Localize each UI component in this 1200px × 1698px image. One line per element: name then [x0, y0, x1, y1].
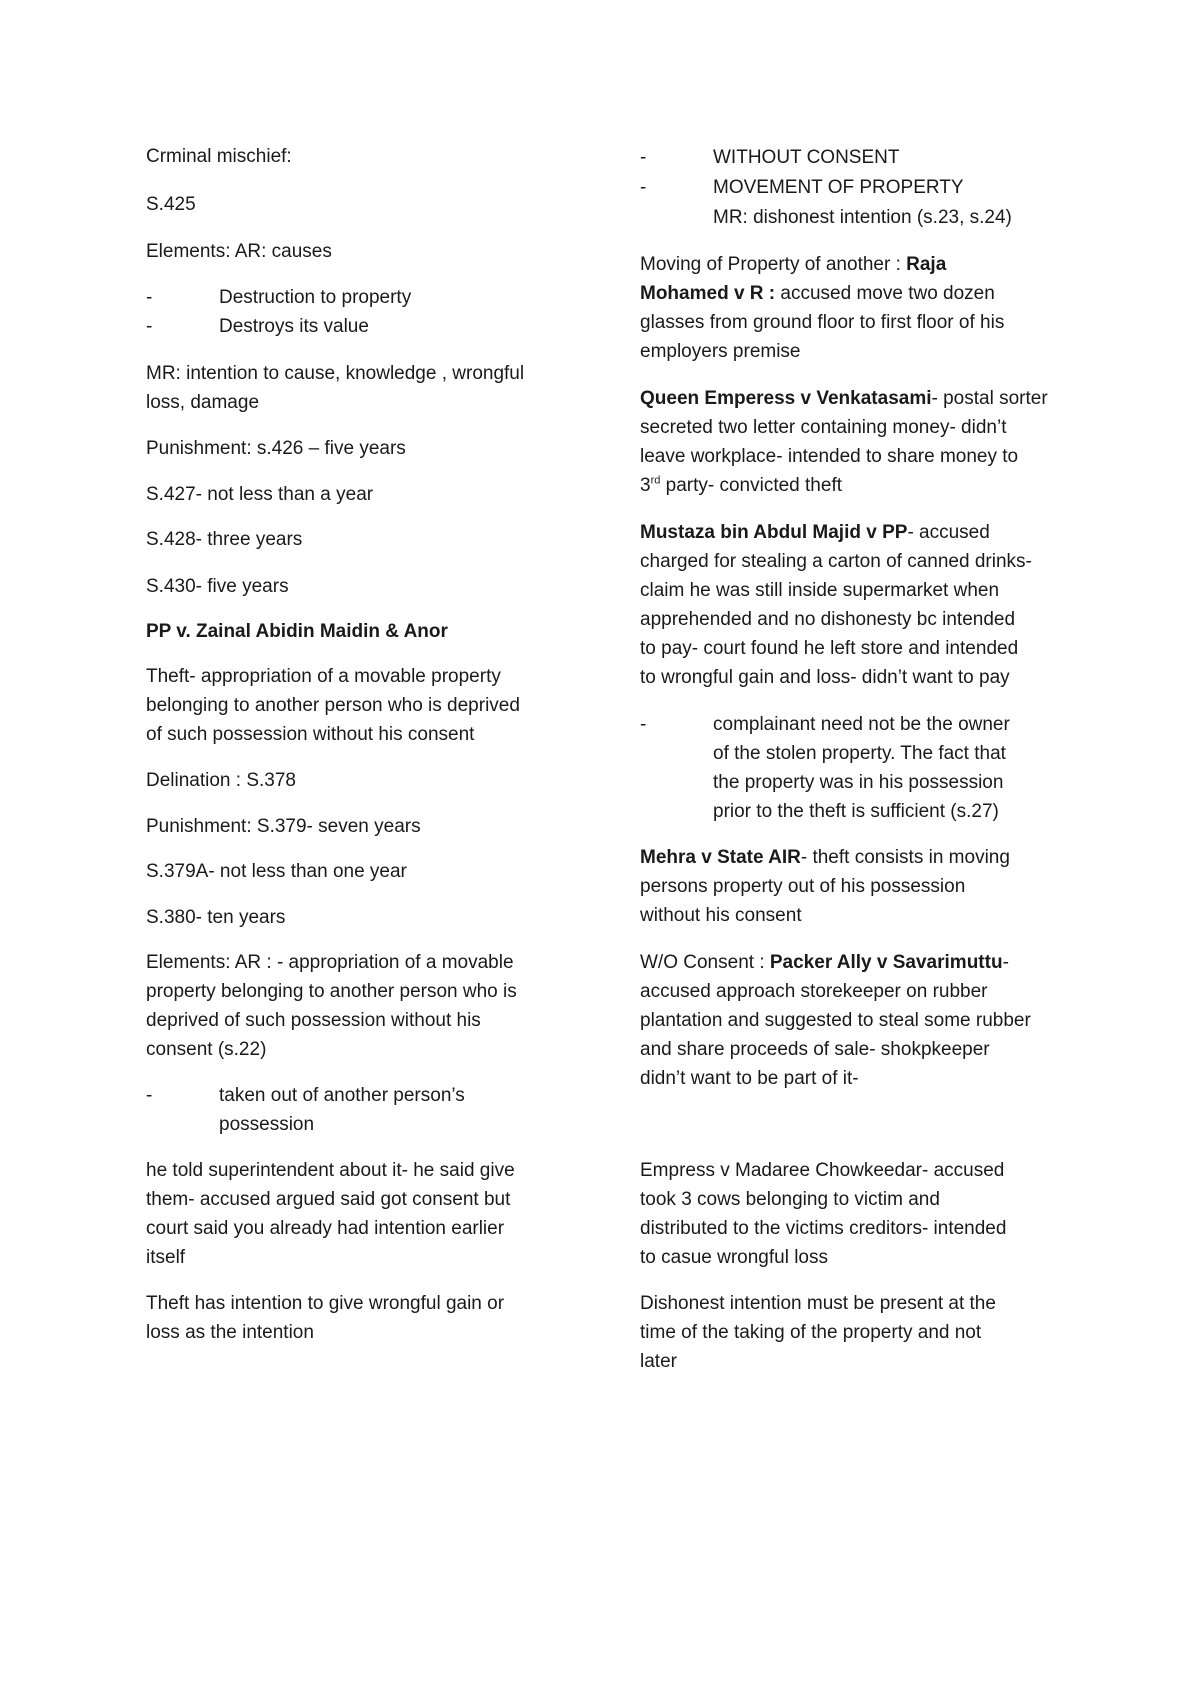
case-empress: Empress v Madaree Chowkeedar- accused [640, 1160, 1005, 1181]
bullet-dash: - [640, 177, 647, 198]
case-queen-emperess: leave workplace- intended to share money to [640, 446, 1019, 467]
bullet-dash: - [640, 714, 647, 735]
dishonest-intention: later [640, 1351, 677, 1372]
case-packer-ally: accused approach storekeeper on rubber [640, 981, 988, 1002]
case-mustaza: to wrongful gain and loss- didn’t want to pay [640, 667, 1010, 688]
case-queen-emperess: 3rd party- convicted theft [640, 474, 843, 496]
section-380: S.380- ten years [146, 907, 286, 928]
case-mustaza: charged for stealing a carton of canned drinks- [640, 551, 1032, 572]
list-item: - MOVEMENT OF PROPERTY [640, 173, 964, 202]
case-packer-ally: W/O Consent : Packer Ally v Savarimuttu- [640, 952, 1009, 973]
section-427: S.427- not less than a year [146, 484, 374, 505]
case-raja: Mohamed v R : accused move two dozen [640, 283, 995, 304]
case-raja: glasses from ground floor to first floor of his [640, 312, 1005, 333]
note-line: them- accused argued said got consent but [146, 1189, 511, 1210]
bullet-dash: - [146, 1085, 153, 1106]
theft-definition: Theft- appropriation of a movable property [146, 666, 501, 687]
note-line: court said you already had intention earlier [146, 1218, 505, 1239]
note-line: he told superintendent about it- he said give [146, 1160, 515, 1181]
case-empress: took 3 cows belonging to victim and [640, 1189, 940, 1210]
note-line: Theft has intention to give wrongful gain or [146, 1293, 505, 1314]
list-item-continued: of the stolen property. The fact that [713, 743, 1006, 764]
list-item: - Destruction to property [146, 283, 411, 312]
punishment-426: Punishment: s.426 – five years [146, 438, 406, 459]
list-item: - complainant need not be the owner [640, 710, 1010, 739]
list-item-continued: the property was in his possession [713, 772, 1004, 793]
elements-line: Elements: AR : - appropriation of a movable [146, 952, 514, 973]
mr-line: MR: intention to cause, knowledge , wrongful [146, 363, 525, 384]
dishonest-intention: Dishonest intention must be present at the [640, 1293, 996, 1314]
heading-criminal-mischief: Crminal mischief: [146, 146, 292, 167]
case-queen-emperess: Queen Emperess v Venkatasami- postal sorter [640, 388, 1048, 409]
bullet-dash: - [146, 287, 153, 308]
elements-line: property belonging to another person who is [146, 981, 517, 1002]
case-raja: Moving of Property of another : Raja [640, 254, 947, 275]
note-line: itself [146, 1247, 186, 1268]
elements-line: consent (s.22) [146, 1039, 267, 1060]
case-packer-ally: and share proceeds of sale- shokpkeeper [640, 1039, 990, 1060]
theft-definition: of such possession without his consent [146, 724, 475, 745]
bullet-dash: - [146, 316, 153, 337]
theft-definition: belonging to another person who is deprived [146, 695, 520, 716]
delination: Delination : S.378 [146, 770, 296, 791]
case-empress: to casue wrongful loss [640, 1247, 828, 1268]
note-line: loss as the intention [146, 1322, 314, 1343]
list-item: - Destroys its value [146, 312, 369, 341]
elements-line: deprived of such possession without his [146, 1010, 481, 1031]
dishonest-intention: time of the taking of the property and not [640, 1322, 982, 1343]
section-425: S.425 [146, 194, 196, 215]
punishment-379: Punishment: S.379- seven years [146, 816, 421, 837]
section-430: S.430- five years [146, 576, 289, 597]
mr-line: loss, damage [146, 392, 260, 413]
case-mustaza: to pay- court found he left store and intended [640, 638, 1019, 659]
case-empress: distributed to the victims creditors- intended [640, 1218, 1007, 1239]
section-379a: S.379A- not less than one year [146, 861, 407, 882]
case-mustaza: Mustaza bin Abdul Majid v PP- accused [640, 522, 990, 543]
list-item-continued: prior to the theft is sufficient (s.27) [713, 801, 999, 822]
case-mehra: Mehra v State AIR- theft consists in moving [640, 847, 1010, 868]
elements-ar: Elements: AR: causes [146, 241, 332, 262]
list-item-continued: possession [219, 1114, 315, 1135]
case-mustaza: apprehended and no dishonesty bc intended [640, 609, 1016, 630]
case-mehra: persons property out of his possession [640, 876, 966, 897]
case-heading: PP v. Zainal Abidin Maidin & Anor [146, 621, 448, 642]
case-mehra: without his consent [640, 905, 802, 926]
list-item: - taken out of another person’s [146, 1081, 465, 1110]
case-queen-emperess: secreted two letter containing money- didn’t [640, 417, 1007, 438]
case-raja: employers premise [640, 341, 801, 362]
case-packer-ally: didn’t want to be part of it- [640, 1068, 859, 1089]
bullet-dash: - [640, 147, 647, 168]
section-428: S.428- three years [146, 529, 303, 550]
case-mustaza: claim he was still inside supermarket when [640, 580, 1000, 601]
list-item: - WITHOUT CONSENT [640, 143, 899, 172]
mr-dishonest: MR: dishonest intention (s.23, s.24) [713, 207, 1012, 228]
case-packer-ally: plantation and suggested to steal some rubber [640, 1010, 1031, 1031]
